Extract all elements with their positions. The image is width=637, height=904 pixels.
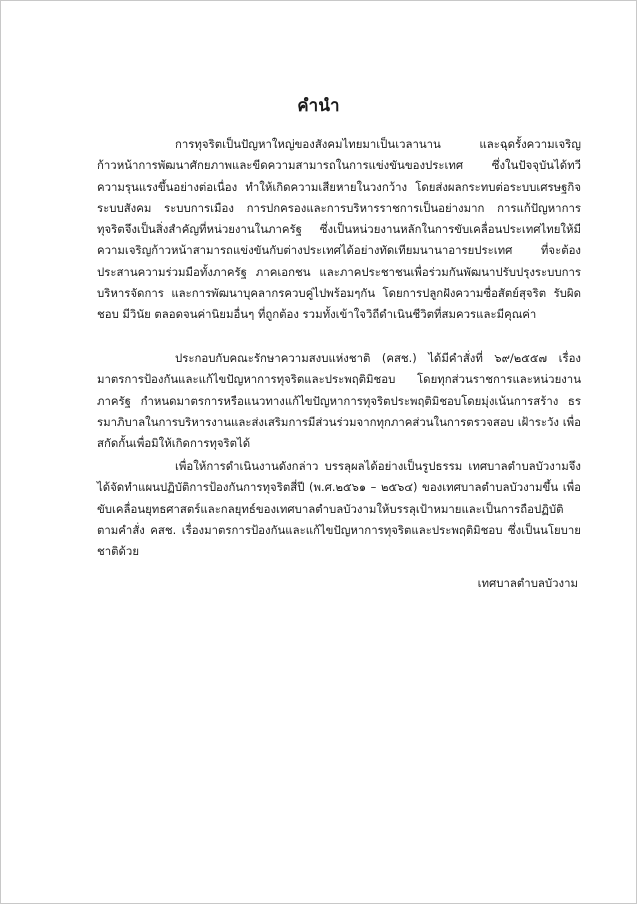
paragraph-intro: การทุจริตเป็นปัญหาใหญ่ของสังคมไทยมาเป็นเวลานาน และฉุดรั้งความเจริญก้าวหน้าการพัฒนาศักยภาพและขีดความสามารถในการแข่งขันของประเทศ ซึ่งในปัจจุบันได้ทวีความรุนแรงขึ้นอย่างต่อเนื่อง ทำให้เกิดความเสียหายในวงกว้าง โดยส่งผลกระทบต่อระบบเศรษฐกิจ ระบบสังคม ระบบการเมือง การปกครองและการบริหารราชการเป็นอย่างมาก การแก้ปัญหาการทุจริตจึงเป็นสิ่งสำคัญที่หน่วยงานในภาครัฐ ซึ่งเป็นหน่วยงานหลักในการขับเคลื่อนประเทศไทยให้มีความเจริญก้าวหน้าสามารถแข่งขันกับต่างประเทศได้อย่างทัดเทียมนานาอารยประเทศ ที่จะต้องประสานความร่วมมือทั้งภาครัฐ ภาคเอกชน และภาคประชาชนเพื่อร่วมกันพัฒนาปรับปรุงระบบการบริหารจัดการ และการพัฒนาบุคลากรควบคู่ไปพร้อมๆกัน โดยการปลูกฝังความซื่อสัตย์สุจริต รับผิดชอบ มีวินัย ตลอดจนค่านิยมอื่นๆ ที่ถูกต้อง รวมทั้งเข้าใจวิถีดำเนินชีวิตที่สมควรและมีคุณค่า [97, 137, 581, 322]
signature-organization: เทศบาลตำบลบัวงาม [477, 576, 578, 590]
paragraph-action-plan: เพื่อให้การดำเนินงานดังกล่าว บรรลุผลได้อย่างเป็นรูปธรรม เทศบาลตำบลบัวงามจึงได้จัดทำแผนปฏิบัติการป้องกันการทุจริตสี่ปี (พ.ศ.๒๕๖๑ – ๒๕๖๔) ของเทศบาลตำบลบัวงามขึ้น เพื่อขับเคลื่อนยุทธศาสตร์และกลยุทธ์ของเทศบาลตำบลบัวงามให้บรรลุเป้าหมายและเป็นการถือปฏิบัติตามคำสั่ง คสช. เรื่องมาตรการป้องกันและแก้ไขปัญหาการทุจริตและประพฤติมิชอบ ซึ่งเป็นนโยบายชาติด้วย [97, 459, 581, 559]
page-title: คำนำ [297, 96, 340, 116]
paragraph-ncpo-order: ประกอบกับคณะรักษาความสงบแห่งชาติ (คสช.) ได้มีคำสั่งที่ ๖๙/๒๕๕๗ เรื่องมาตรการป้องกันและแก้ไขปัญหาการทุจริตและประพฤติมิชอบ โดยทุกส่วนราชการและหน่วยงานภาครัฐ กำหนดมาตรการหรือแนวทางแก้ไขปัญหาการทุจริตประพฤติมิชอบโดยมุ่งเน้นการสร้าง ธรรมาภิบาลในการบริหารงานและส่งเสริมการมีส่วนร่วมจากทุกภาคส่วนในการตรวจสอบ เฝ้าระวัง เพื่อสกัดกั้นเพื่อมิให้เกิดการทุจริตได้ [97, 351, 581, 451]
